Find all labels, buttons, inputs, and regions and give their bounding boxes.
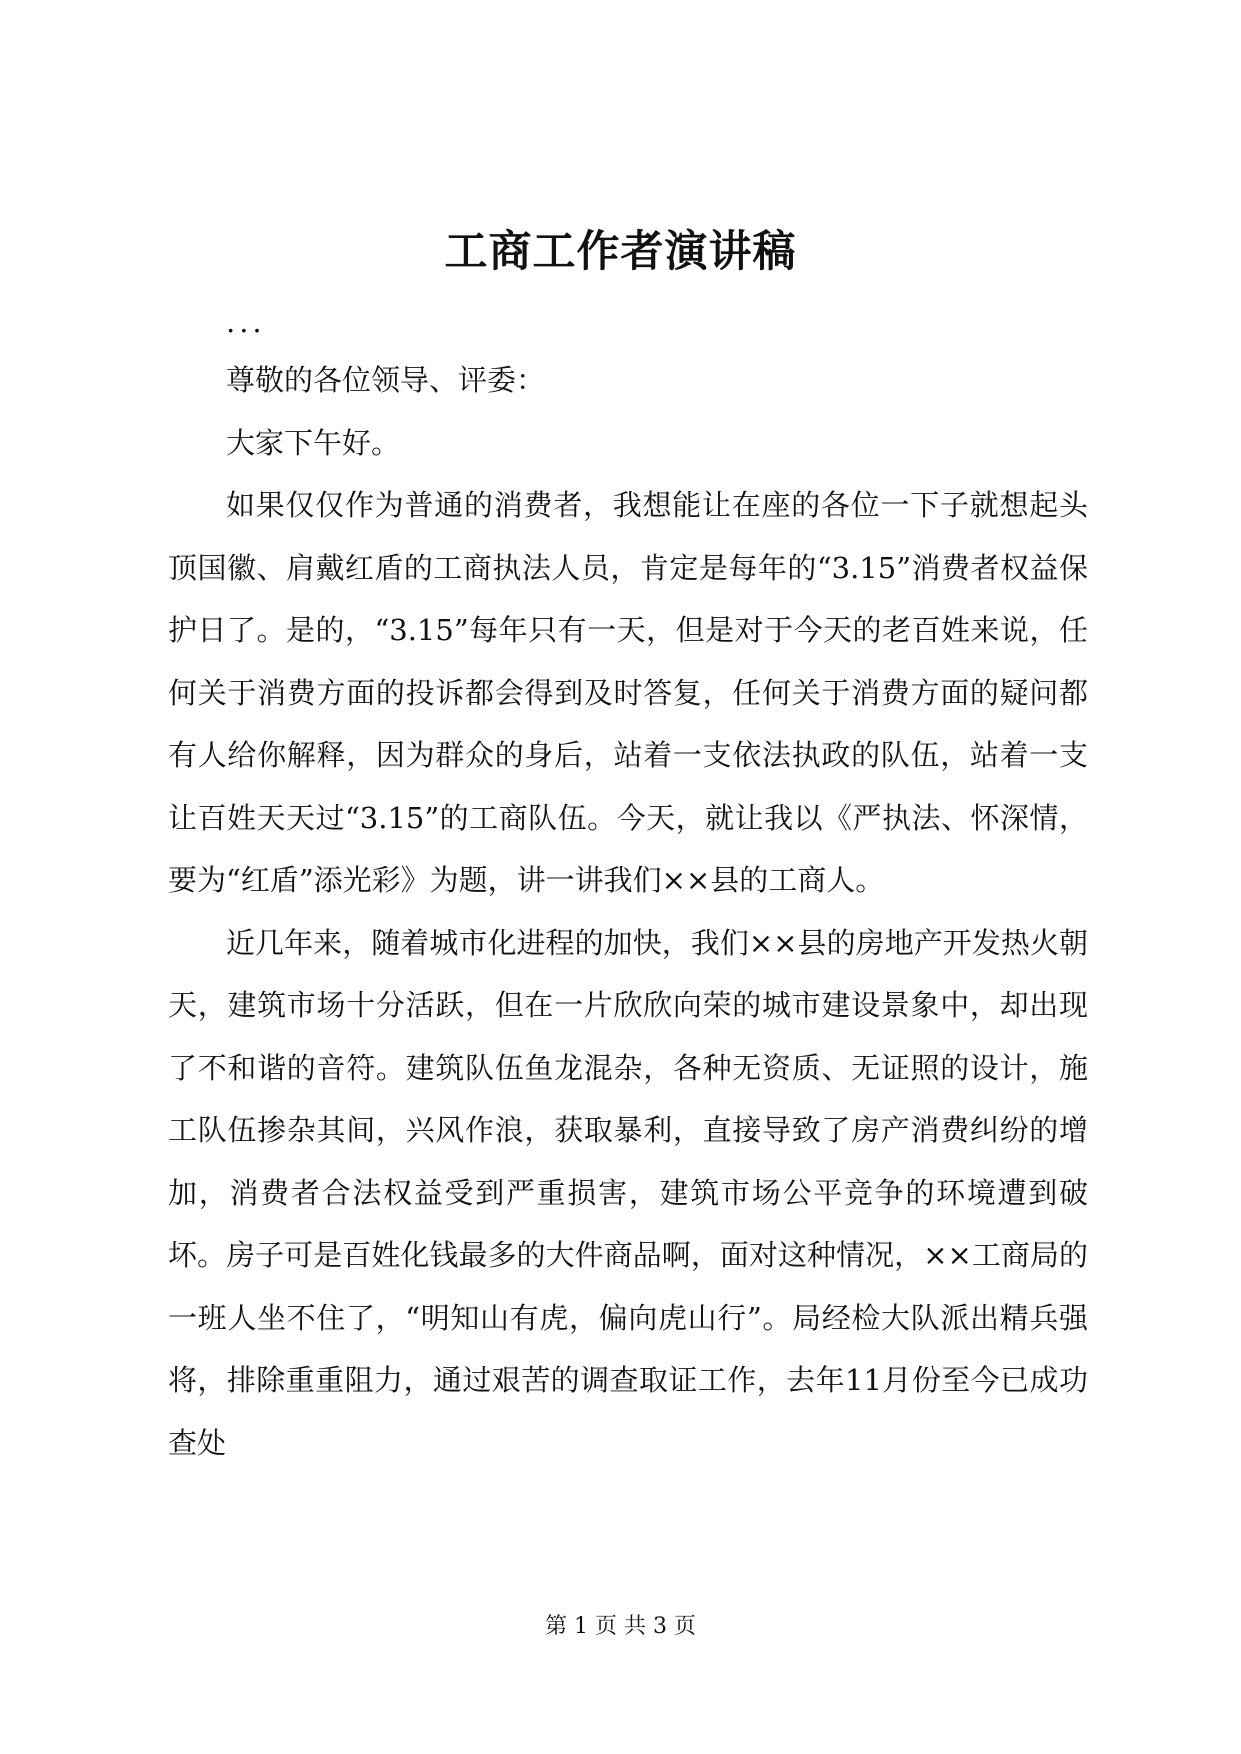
ellipsis-line: ...: [226, 305, 266, 339]
page-number-footer: 第 1 页 共 3 页: [545, 1614, 696, 1639]
paragraph-construction: 近几年来，随着城市化进程的加快，我们××县的房地产开发热火朝天，建筑市场十分活跃，但在一片欣欣向荣的城市建设景象中，却出现了不和谐的音符。建筑队伍鱼龙混杂，各种无资质、无证照的设计，施工队伍掺杂其间，兴风作浪，获取暴利，直接导致了房产消费纠纷的增加，消费者合法权益受到严重损害，建筑市场公平竞争的环境遭到破坏。房子可是百姓化钱最多的大件商品啊，面对这种情况，××工商局的一班人坐不住了，“明知山有虎，偏向虎山行”。局经检大队派出精兵强将，排除重重阻力，通过艰苦的调查取证工作，去年11月份至今已成功查处: [168, 925, 1088, 1460]
document-body: [168, 304, 1088, 1474]
document-title: 工商工作者演讲稿: [444, 227, 797, 277]
paragraph-greeting: 大家下午好。: [226, 425, 401, 460]
paragraph-intro: 如果仅仅作为普通的消费者，我想能让在座的各位一下子就想起头顶国徽、肩戴红盾的工商执法人员，肯定是每年的“3.15”消费者权益保护日了。是的，“3.15”每年只有一天，但是对于今天的老百姓来说，任何关于消费方面的投诉都会得到及时答复，任何关于消费方面的疑问都有人给你解释，因为群众的身后，站着一支依法执政的队伍，站着一支让百姓天天过“3.15”的工商队伍。今天，就让我以《严执法、怀深情，要为“红盾”添光彩》为题，讲一讲我们××县的工商人。: [168, 488, 1088, 897]
paragraph-salutation: 尊敬的各位领导、评委：: [226, 363, 546, 397]
